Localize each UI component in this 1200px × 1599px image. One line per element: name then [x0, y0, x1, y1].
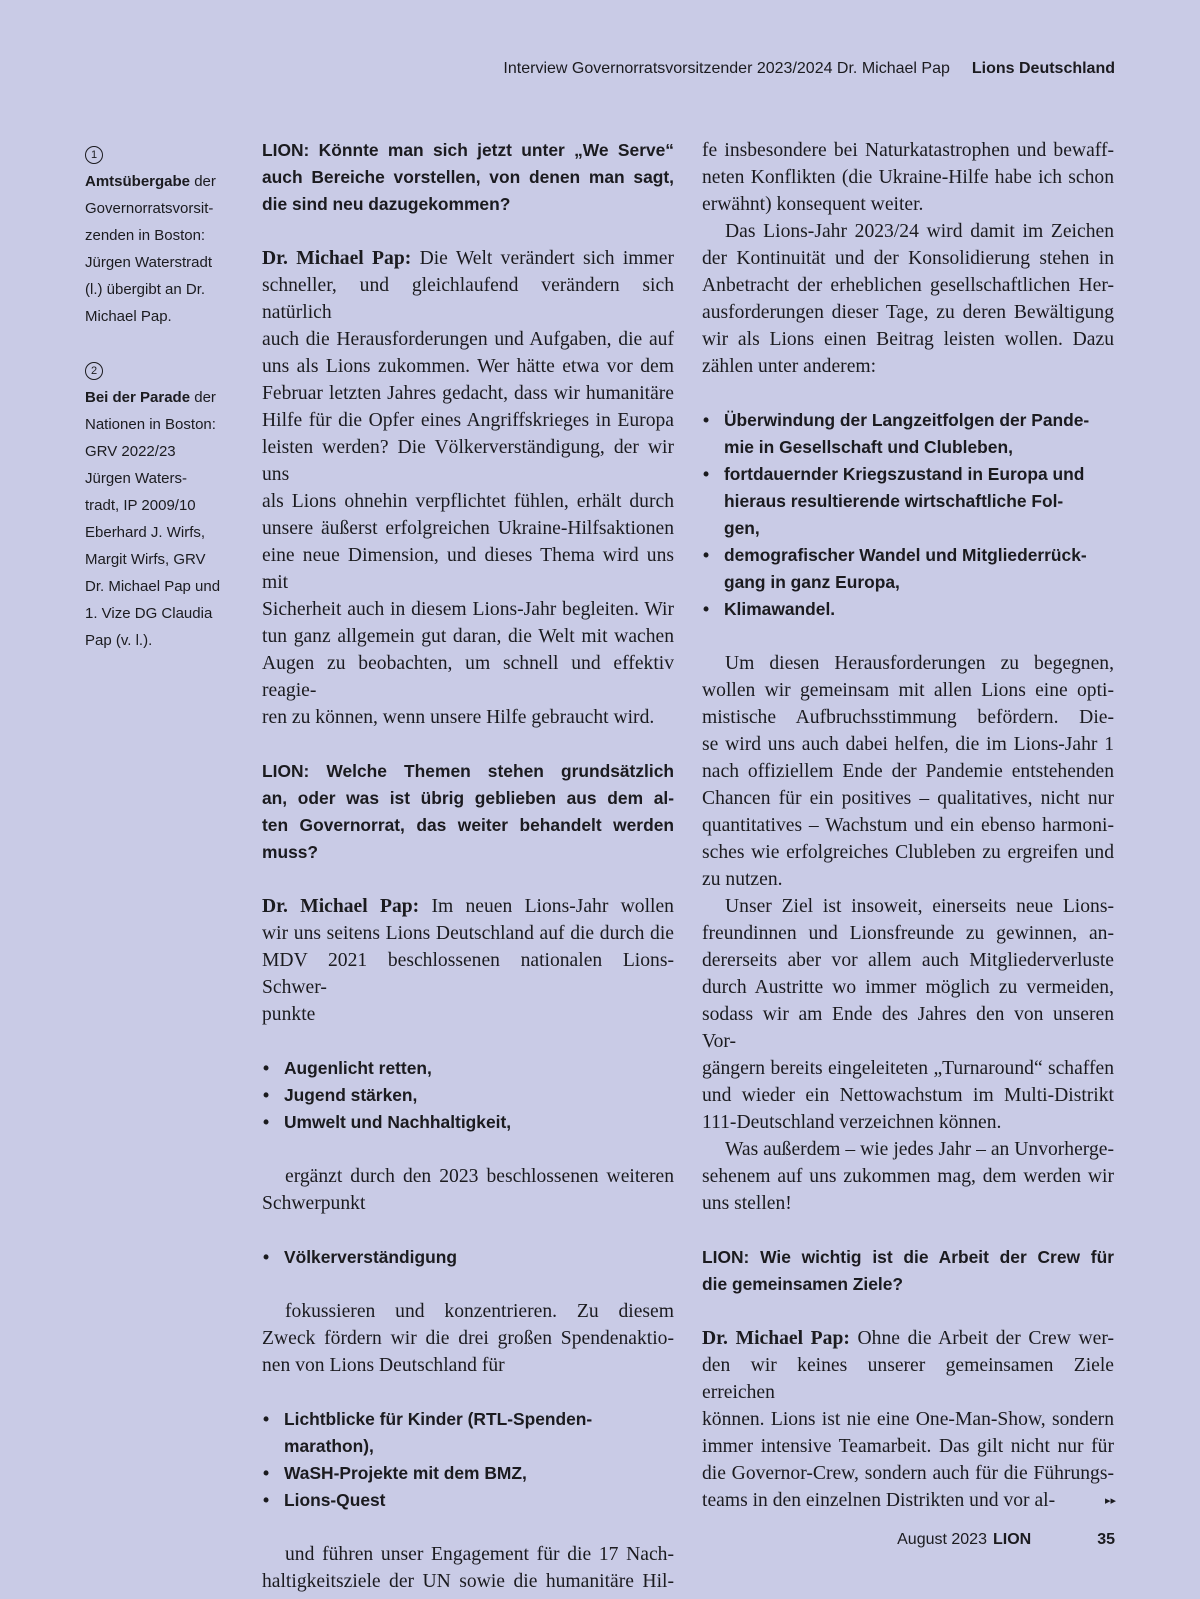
- caption-number-badge: 1: [85, 146, 103, 164]
- body-line: [702, 866, 1114, 893]
- caption-text: Michael Pap.: [85, 308, 172, 325]
- body-text: quantitatives – Wachstum und ein ebenso harmoni-: [702, 815, 1114, 836]
- body-line: [262, 1001, 674, 1028]
- bullet-item: [702, 407, 1114, 434]
- body-line: [262, 1298, 674, 1325]
- body-text: haltigkeitsziele der UN sowie die humanitäre Hil-: [262, 1571, 674, 1592]
- body-line: [702, 677, 1114, 704]
- body-line: [702, 326, 1114, 353]
- body-line: [702, 1109, 1114, 1136]
- speaker-name: Dr. Michael Pap:: [262, 896, 420, 917]
- bullet-text: WaSH-Projekte mit dem BMZ,: [284, 1463, 527, 1483]
- body-line: [262, 1541, 674, 1568]
- body-line: [262, 704, 674, 731]
- caption-text: Jürgen Waters-: [85, 470, 187, 487]
- caption-text: Governorratsvorsit-: [85, 200, 214, 217]
- bullet-text: gang in ganz Europa,: [724, 572, 900, 592]
- bullet-text: Überwindung der Langzeitfolgen der Pande-: [724, 410, 1090, 430]
- caption-text: der: [194, 389, 216, 406]
- body-line: [262, 1325, 674, 1352]
- bullet-dot: •: [263, 1247, 270, 1267]
- bullet-dot: •: [263, 1085, 270, 1105]
- body-line: [262, 893, 674, 920]
- body-line: [702, 1460, 1114, 1487]
- body-text: dererseits aber vor allem auch Mitgliederverluste: [702, 950, 1114, 971]
- body-text: freundinnen und Lionsfreunde zu gewinnen, an-: [702, 923, 1114, 944]
- question-line: die sind neu dazugekommen?: [262, 194, 511, 214]
- caption-text: tradt, IP 2009/10: [85, 497, 196, 514]
- body-line: [702, 1136, 1114, 1163]
- body-line: [262, 947, 674, 1001]
- body-text: die Governor-Crew, sondern auch für die Führungs-: [702, 1463, 1114, 1484]
- body-text: und führen unser Engagement für die 17 Nach-: [285, 1544, 674, 1565]
- article-column-1: [262, 137, 674, 1595]
- body-text: Was außerdem – wie jedes Jahr – an Unvorherge-: [725, 1139, 1114, 1160]
- body-line: [702, 1487, 1114, 1514]
- bullet-text: Lichtblicke für Kinder (RTL-Spenden-: [284, 1409, 593, 1429]
- body-text: Schwerpunkt: [262, 1193, 366, 1214]
- paragraph-gap: [262, 1514, 674, 1541]
- question-line: an, oder was ist übrig geblieben aus dem al-: [262, 788, 674, 808]
- page-number: 35: [1097, 1531, 1115, 1548]
- paragraph-gap: [262, 1271, 674, 1298]
- bullet-item: [702, 542, 1114, 569]
- body-line: [702, 704, 1114, 731]
- question-line: LION: Wie wichtig ist die Arbeit der Crew für: [702, 1247, 1114, 1267]
- body-line: [262, 1352, 674, 1379]
- question-line: LION: Könnte man sich jetzt unter „We Serve“: [262, 140, 674, 160]
- paragraph-gap: [262, 1217, 674, 1244]
- question-line: die gemeinsamen Ziele?: [702, 1274, 904, 1294]
- bullet-item: [262, 1406, 674, 1433]
- caption-text: Margit Wirfs, GRV: [85, 551, 206, 568]
- caption-text: GRV 2022/23: [85, 443, 176, 460]
- body-text: sches wie erfolgreiches Clubleben zu ergreifen und: [702, 842, 1114, 863]
- bullet-text: gen,: [724, 518, 760, 538]
- body-text: Anbetracht der erheblichen gesellschaftlichen Her-: [702, 275, 1114, 296]
- body-text: fokussieren und konzentrieren. Zu diesem: [285, 1301, 674, 1322]
- caption-line: [85, 276, 235, 303]
- body-line: [702, 812, 1114, 839]
- body-line: [702, 299, 1114, 326]
- body-line: [262, 515, 674, 542]
- body-line: [262, 1190, 674, 1217]
- body-text: ausforderungen dieser Tage, zu deren Bewältigung: [702, 302, 1114, 323]
- caption-line: [85, 249, 235, 276]
- body-line: [262, 623, 674, 650]
- body-line: [702, 191, 1114, 218]
- caption-line: [85, 492, 235, 519]
- paragraph-gap: [262, 1136, 674, 1163]
- body-line: [702, 245, 1114, 272]
- body-text: ren zu können, wenn unsere Hilfe gebraucht wird.: [262, 707, 655, 728]
- paragraph-gap: [702, 623, 1114, 650]
- bullet-text: Lions-Quest: [284, 1490, 386, 1510]
- question-line: auch Bereiche vorstellen, von denen man sagt,: [262, 167, 674, 187]
- bullet-continuation: [702, 569, 1114, 596]
- body-text: unsere äußerst erfolgreichen Ukraine-Hilfsaktionen: [262, 518, 674, 539]
- bullet-dot: •: [263, 1490, 270, 1510]
- body-line: [702, 1352, 1114, 1406]
- bullet-item: [262, 1487, 674, 1514]
- body-line: [702, 353, 1114, 380]
- body-text: eine neue Dimension, und dieses Thema wird uns mit: [262, 545, 674, 593]
- photo-caption: [85, 141, 235, 330]
- body-text: uns stellen!: [702, 1193, 792, 1214]
- caption-line: [85, 438, 235, 465]
- caption-line: [85, 627, 235, 654]
- bullet-item: [702, 461, 1114, 488]
- bullet-item: [262, 1082, 674, 1109]
- caption-lead: Amtsübergabe: [85, 173, 191, 190]
- body-text: nach offiziellem Ende der Pandemie entstehenden: [702, 761, 1114, 782]
- body-text: punkte: [262, 1004, 316, 1025]
- bullet-text: demografischer Wandel und Mitgliederrück-: [724, 545, 1087, 565]
- body-text: Chancen für ein positives – qualitatives, nicht nur: [702, 788, 1114, 809]
- bullet-item: [262, 1055, 674, 1082]
- body-line: [702, 785, 1114, 812]
- body-line: [702, 893, 1114, 920]
- bullet-text: Klimawandel.: [724, 599, 836, 619]
- body-line: [262, 407, 674, 434]
- body-line: [702, 137, 1114, 164]
- body-text: der Kontinuität und der Konsolidierung stehen in: [702, 248, 1114, 269]
- body-line: [702, 650, 1114, 677]
- speaker-name: Dr. Michael Pap:: [702, 1328, 850, 1349]
- body-line: [702, 947, 1114, 974]
- body-line: [702, 1055, 1114, 1082]
- paragraph-gap: [262, 1379, 674, 1406]
- bullet-continuation: [702, 515, 1114, 542]
- caption-text: zenden in Boston:: [85, 227, 206, 244]
- caption-line: [85, 600, 235, 627]
- header-brand: Lions Deutschland: [971, 60, 1115, 77]
- body-text: Im neuen Lions-Jahr wollen: [419, 896, 674, 917]
- body-text: Die Welt verändert sich immer: [411, 248, 674, 269]
- paragraph-gap: [262, 218, 674, 245]
- bullet-dot: •: [263, 1409, 270, 1429]
- body-text: Hilfe für die Opfer eines Angriffskrieges in Europa: [262, 410, 674, 431]
- bullet-text: Jugend stärken,: [284, 1085, 418, 1105]
- body-text: gängern bereits eingeleiteten „Turnaround“ schaffen: [702, 1058, 1114, 1079]
- body-text: und wieder ein Nettowachstum im Multi-Distrikt: [702, 1085, 1114, 1106]
- body-line: [702, 920, 1114, 947]
- footer-magazine: LION: [992, 1531, 1032, 1548]
- body-text: teams in den einzelnen Distrikten und vor al-: [702, 1490, 1056, 1511]
- bullet-text: mie in Gesellschaft und Clubleben,: [724, 437, 1013, 457]
- body-text: zählen unter anderem:: [702, 356, 877, 377]
- body-line: [262, 1163, 674, 1190]
- page-footer: [897, 1529, 1115, 1551]
- body-text: auch die Herausforderungen und Aufgaben, die auf: [262, 329, 674, 350]
- body-text: zu nutzen.: [702, 869, 783, 890]
- caption-text: Jürgen Waterstradt: [85, 254, 212, 271]
- bullet-dot: •: [703, 464, 710, 484]
- body-text: Sicherheit auch in diesem Lions-Jahr begleiten. Wir: [262, 599, 674, 620]
- body-text: schneller, und gleichlaufend verändern sich natürlich: [262, 275, 674, 323]
- bullet-dot: •: [703, 599, 710, 619]
- bullet-text: Umwelt und Nachhaltigkeit,: [284, 1112, 512, 1132]
- caption-text: der: [194, 173, 216, 190]
- body-text: leisten werden? Die Völkerverständigung, der wir uns: [262, 437, 674, 485]
- body-text: wir uns seitens Lions Deutschland auf die durch die: [262, 923, 674, 944]
- caption-text: 1. Vize DG Claudia: [85, 605, 213, 622]
- caption-text: Nationen in Boston:: [85, 416, 216, 433]
- body-line: [262, 920, 674, 947]
- caption-number-line: [85, 141, 235, 168]
- body-line: [702, 272, 1114, 299]
- caption-text: Eberhard J. Wirfs,: [85, 524, 206, 541]
- footer-date: August 2023: [897, 1531, 987, 1548]
- body-text: Unser Ziel ist insoweit, einerseits neue Lions-: [725, 896, 1114, 917]
- body-text: als Lions ohnehin verpflichtet fühlen, erhält durch: [262, 491, 674, 512]
- article-column-2: [702, 137, 1114, 1514]
- paragraph-gap: [262, 731, 674, 758]
- bullet-dot: •: [703, 545, 710, 565]
- body-line: [262, 488, 674, 515]
- body-text: MDV 2021 beschlossenen nationalen Lions-Schwer-: [262, 950, 674, 998]
- body-text: Augen zu beobachten, um schnell und effektiv reagie-: [262, 653, 674, 701]
- caption-text: Pap (v. l.).: [85, 632, 153, 649]
- body-text: erwähnt) konsequent weiter.: [702, 194, 924, 215]
- bullet-text: fortdauernder Kriegszustand in Europa und: [724, 464, 1085, 484]
- body-line: [702, 164, 1114, 191]
- body-line: [702, 218, 1114, 245]
- caption-line: [85, 384, 235, 411]
- photo-captions: [85, 141, 235, 681]
- body-text: 111-Deutschland verzeichnen können.: [702, 1112, 1002, 1133]
- bullet-text: marathon),: [284, 1436, 374, 1456]
- paragraph-gap: [702, 1298, 1114, 1325]
- body-text: wir als Lions einen Beitrag leisten wollen. Dazu: [702, 329, 1114, 350]
- caption-line: [85, 195, 235, 222]
- body-text: neten Konflikten (die Ukraine-Hilfe habe ich schon: [702, 167, 1114, 188]
- body-text: den wir keines unserer gemeinsamen Ziele erreichen: [702, 1355, 1114, 1403]
- paragraph-gap: [702, 1217, 1114, 1244]
- body-line: [702, 1433, 1114, 1460]
- body-text: Februar letzten Jahres gedacht, dass wir humanitäre: [262, 383, 674, 404]
- paragraph-gap: [702, 380, 1114, 407]
- question-line: ten Governorrat, das weiter behandelt werden: [262, 815, 674, 835]
- body-text: se wird uns auch dabei helfen, die im Lions-Jahr 1: [702, 734, 1114, 755]
- body-line: [702, 1325, 1114, 1352]
- bullet-dot: •: [263, 1058, 270, 1078]
- body-line: [702, 1190, 1114, 1217]
- body-line: [262, 245, 674, 272]
- continue-arrow-icon: ▸▸: [1104, 1494, 1116, 1507]
- caption-line: [85, 465, 235, 492]
- caption-line: [85, 411, 235, 438]
- bullet-dot: •: [263, 1463, 270, 1483]
- body-line: [262, 272, 674, 326]
- caption-line: [85, 168, 235, 195]
- body-line: [262, 542, 674, 596]
- caption-line: [85, 546, 235, 573]
- body-text: sodass wir am Ende des Jahres den von unseren Vor-: [702, 1004, 1114, 1052]
- caption-line: [85, 519, 235, 546]
- body-line: [262, 380, 674, 407]
- body-text: immer intensive Teamarbeit. Das gilt nicht nur für: [702, 1436, 1114, 1457]
- body-line: [262, 650, 674, 704]
- body-text: uns als Lions zukommen. Wer hätte etwa vor dem: [262, 356, 674, 377]
- body-line: [702, 1163, 1114, 1190]
- body-line: [262, 1568, 674, 1595]
- caption-line: [85, 303, 235, 330]
- bullet-text: hieraus resultierende wirtschaftliche Fol-: [724, 491, 1064, 511]
- body-text: können. Lions ist nie eine One-Man-Show, sondern: [702, 1409, 1114, 1430]
- question-line: muss?: [262, 842, 319, 862]
- bullet-item: [262, 1460, 674, 1487]
- paragraph-gap: [262, 866, 674, 893]
- header-title: Interview Governorratsvorsitzender 2023/2024 Dr. Michael Pap: [503, 60, 950, 77]
- body-text: ergänzt durch den 2023 beschlossenen weiteren: [285, 1166, 674, 1187]
- body-text: Um diesen Herausforderungen zu begegnen,: [725, 653, 1114, 674]
- body-text: fe insbesondere bei Naturkatastrophen und bewaff-: [702, 140, 1114, 161]
- body-text: nen von Lions Deutschland für: [262, 1355, 505, 1376]
- photo-caption: [85, 357, 235, 654]
- body-text: Ohne die Arbeit der Crew wer-: [849, 1328, 1114, 1349]
- body-line: [262, 353, 674, 380]
- body-line: [702, 1082, 1114, 1109]
- question-line: LION: Welche Themen stehen grundsätzlich: [262, 761, 674, 781]
- body-text: sehenem auf uns zukommen mag, dem werden wir: [702, 1166, 1114, 1187]
- body-line: [262, 596, 674, 623]
- body-line: [702, 1406, 1114, 1433]
- bullet-text: Völkerverständigung: [284, 1247, 457, 1267]
- caption-number-badge: 2: [85, 362, 103, 380]
- caption-line: [85, 222, 235, 249]
- body-line: [702, 1001, 1114, 1055]
- bullet-dot: •: [263, 1112, 270, 1132]
- body-text: tun ganz allgemein gut daran, die Welt mit wachen: [262, 626, 674, 647]
- body-text: Das Lions-Jahr 2023/24 wird damit im Zeichen: [725, 221, 1114, 242]
- body-text: durch Austritte wo immer möglich zu vermeiden,: [702, 977, 1114, 998]
- body-text: mistische Aufbruchsstimmung befördern. Die-: [702, 707, 1114, 728]
- caption-number-line: [85, 357, 235, 384]
- caption-text: Dr. Michael Pap und: [85, 578, 221, 595]
- bullet-item: [262, 1109, 674, 1136]
- caption-text: (l.) übergibt an Dr.: [85, 281, 206, 298]
- paragraph-gap: [262, 1028, 674, 1055]
- body-line: [702, 974, 1114, 1001]
- body-text: Zweck fördern wir die drei großen Spendenaktio-: [262, 1328, 674, 1349]
- bullet-item: [702, 596, 1114, 623]
- page-header: [503, 58, 1115, 80]
- bullet-dot: •: [703, 410, 710, 430]
- body-line: [702, 839, 1114, 866]
- bullet-continuation: [262, 1433, 674, 1460]
- caption-line: [85, 573, 235, 600]
- bullet-text: Augenlicht retten,: [284, 1058, 432, 1078]
- body-text: wollen wir gemeinsam mit allen Lions eine opti-: [702, 680, 1114, 701]
- bullet-item: [262, 1244, 674, 1271]
- caption-lead: Bei der Parade: [85, 389, 191, 406]
- body-line: [702, 758, 1114, 785]
- speaker-name: Dr. Michael Pap:: [262, 248, 412, 269]
- body-line: [702, 731, 1114, 758]
- bullet-continuation: [702, 434, 1114, 461]
- body-line: [262, 434, 674, 488]
- body-line: [262, 326, 674, 353]
- bullet-continuation: [702, 488, 1114, 515]
